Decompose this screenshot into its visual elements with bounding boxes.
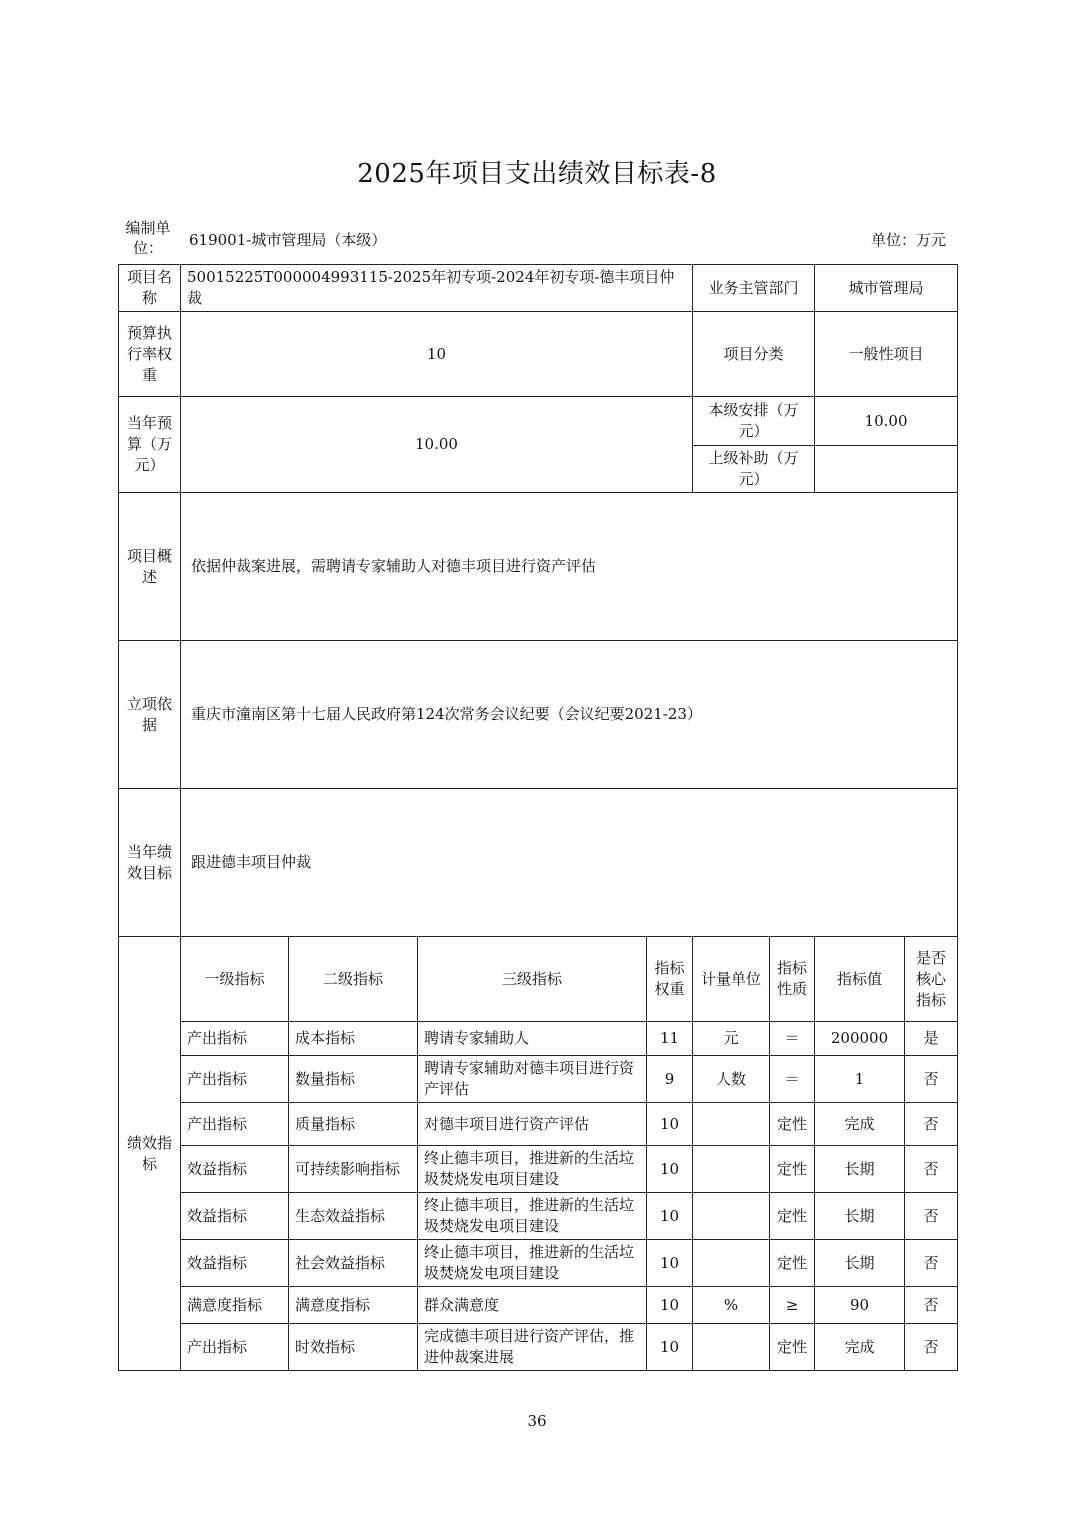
row-l1: 效益指标	[181, 1240, 289, 1287]
row-core: 否	[905, 1146, 958, 1193]
dept-label: 业务主管部门	[693, 265, 815, 312]
header-l3: 三级指标	[418, 937, 647, 1022]
row-l3: 终止德丰项目，推进新的生活垃圾焚烧发电项目建设	[418, 1240, 647, 1287]
row-unit: 元	[693, 1022, 770, 1056]
project-name-value: 50015225T000004993115-2025年初专项-2024年初专项-德丰项目仲裁	[181, 265, 693, 312]
row-weight: 9	[647, 1056, 693, 1103]
row-core: 否	[905, 1193, 958, 1240]
currency-label: 单位：万元	[870, 231, 946, 249]
summary-label: 项目概述	[119, 493, 181, 641]
basis-label: 立项依据	[119, 641, 181, 789]
row-core: 是	[905, 1022, 958, 1056]
row-weight: 10	[647, 1146, 693, 1193]
row-nature: 定性	[770, 1193, 815, 1240]
row-l2: 数量指标	[289, 1056, 418, 1103]
row-core: 否	[905, 1287, 958, 1324]
page-title: 2025年项目支出绩效目标表-8	[357, 159, 717, 189]
summary-value: 依据仲裁案进展，需聘请专家辅助人对德丰项目进行资产评估	[181, 493, 958, 641]
row-l3: 群众满意度	[418, 1287, 647, 1324]
table-row	[119, 1056, 958, 1103]
row-l2: 社会效益指标	[289, 1240, 418, 1287]
row-unit	[693, 1193, 770, 1240]
header-unit: 计量单位	[693, 937, 770, 1022]
performance-table	[118, 264, 958, 1371]
row-nature: 定性	[770, 1146, 815, 1193]
table-row	[119, 1287, 958, 1324]
goal-label: 当年绩效目标	[119, 789, 181, 937]
upper-value	[815, 446, 958, 493]
dept-value: 城市管理局	[815, 265, 958, 312]
summary-row	[119, 493, 958, 641]
row-nature: ＝	[770, 1056, 815, 1103]
unit-value: 619001-城市管理局（本级）	[189, 231, 387, 249]
row-l1: 产出指标	[181, 1056, 289, 1103]
goal-row	[119, 789, 958, 937]
row-l3: 终止德丰项目，推进新的生活垃圾焚烧发电项目建设	[418, 1193, 647, 1240]
row-l3: 聘请专家辅助人	[418, 1022, 647, 1056]
table-row	[119, 1022, 958, 1056]
row-value: 1	[815, 1056, 905, 1103]
table-row	[119, 1103, 958, 1146]
row-l1: 效益指标	[181, 1146, 289, 1193]
page-number: 36	[527, 1412, 547, 1430]
header-l2: 二级指标	[289, 937, 418, 1022]
upper-label: 上级补助（万元）	[693, 446, 815, 493]
row-value: 长期	[815, 1240, 905, 1287]
header-l1: 一级指标	[181, 937, 289, 1022]
row-core: 否	[905, 1103, 958, 1146]
row-weight: 10	[647, 1103, 693, 1146]
row-unit	[693, 1103, 770, 1146]
row-value: 200000	[815, 1022, 905, 1056]
row-l3: 完成德丰项目进行资产评估，推进仲裁案进展	[418, 1324, 647, 1371]
row-l3: 聘请专家辅助对德丰项目进行资产评估	[418, 1056, 647, 1103]
row-l2: 生态效益指标	[289, 1193, 418, 1240]
row-weight: 11	[647, 1022, 693, 1056]
goal-value: 跟进德丰项目仲裁	[181, 789, 958, 937]
budget-row	[119, 397, 958, 446]
level-value: 10.00	[815, 397, 958, 446]
row-l2: 成本指标	[289, 1022, 418, 1056]
row-unit	[693, 1240, 770, 1287]
row-l1: 产出指标	[181, 1022, 289, 1056]
row-nature: 定性	[770, 1240, 815, 1287]
row-unit: %	[693, 1287, 770, 1324]
row-l3: 终止德丰项目，推进新的生活垃圾焚烧发电项目建设	[418, 1146, 647, 1193]
row-weight: 10	[647, 1324, 693, 1371]
row-l2: 质量指标	[289, 1103, 418, 1146]
header-value: 指标值	[815, 937, 905, 1022]
header-core: 是否核心指标	[905, 937, 958, 1022]
category-label: 项目分类	[693, 312, 815, 397]
row-nature: ＝	[770, 1022, 815, 1056]
row-l1: 满意度指标	[181, 1287, 289, 1324]
project-name-label: 项目名称	[119, 265, 181, 312]
weight-label: 预算执行率权重	[119, 312, 181, 397]
row-nature: 定性	[770, 1324, 815, 1371]
row-l1: 产出指标	[181, 1324, 289, 1371]
budget-label: 当年预算（万元）	[119, 397, 181, 493]
row-l2: 可持续影响指标	[289, 1146, 418, 1193]
row-value: 完成	[815, 1103, 905, 1146]
basis-row	[119, 641, 958, 789]
row-core: 否	[905, 1240, 958, 1287]
weight-value: 10	[181, 312, 693, 397]
row-unit: 人数	[693, 1056, 770, 1103]
row-weight: 10	[647, 1287, 693, 1324]
row-l1: 产出指标	[181, 1103, 289, 1146]
row-weight: 10	[647, 1193, 693, 1240]
row-weight: 10	[647, 1240, 693, 1287]
row-value: 完成	[815, 1324, 905, 1371]
row-l3: 对德丰项目进行资产评估	[418, 1103, 647, 1146]
table-row	[119, 1146, 958, 1193]
table-row	[119, 1324, 958, 1371]
header-weight: 指标权重	[647, 937, 693, 1022]
row-value: 长期	[815, 1146, 905, 1193]
row-unit	[693, 1146, 770, 1193]
row-l1: 效益指标	[181, 1193, 289, 1240]
table-row	[119, 1240, 958, 1287]
weight-row	[119, 312, 958, 397]
row-nature: 定性	[770, 1103, 815, 1146]
row-l2: 时效指标	[289, 1324, 418, 1371]
level-label: 本级安排（万元）	[693, 397, 815, 446]
indicator-header-row	[119, 937, 958, 1022]
table-row	[119, 1193, 958, 1240]
row-l2: 满意度指标	[289, 1287, 418, 1324]
project-name-row	[119, 265, 958, 312]
budget-value: 10.00	[181, 397, 693, 493]
indicators-section-label: 绩效指标	[119, 937, 181, 1371]
row-value: 90	[815, 1287, 905, 1324]
row-value: 长期	[815, 1193, 905, 1240]
row-unit	[693, 1324, 770, 1371]
basis-value: 重庆市潼南区第十七届人民政府第124次常务会议纪要（会议纪要2021-23）	[181, 641, 958, 789]
header-nature: 指标性质	[770, 937, 815, 1022]
row-nature: ≥	[770, 1287, 815, 1324]
row-core: 否	[905, 1324, 958, 1371]
category-value: 一般性项目	[815, 312, 958, 397]
unit-label: 编制单位：	[125, 219, 171, 257]
row-core: 否	[905, 1056, 958, 1103]
